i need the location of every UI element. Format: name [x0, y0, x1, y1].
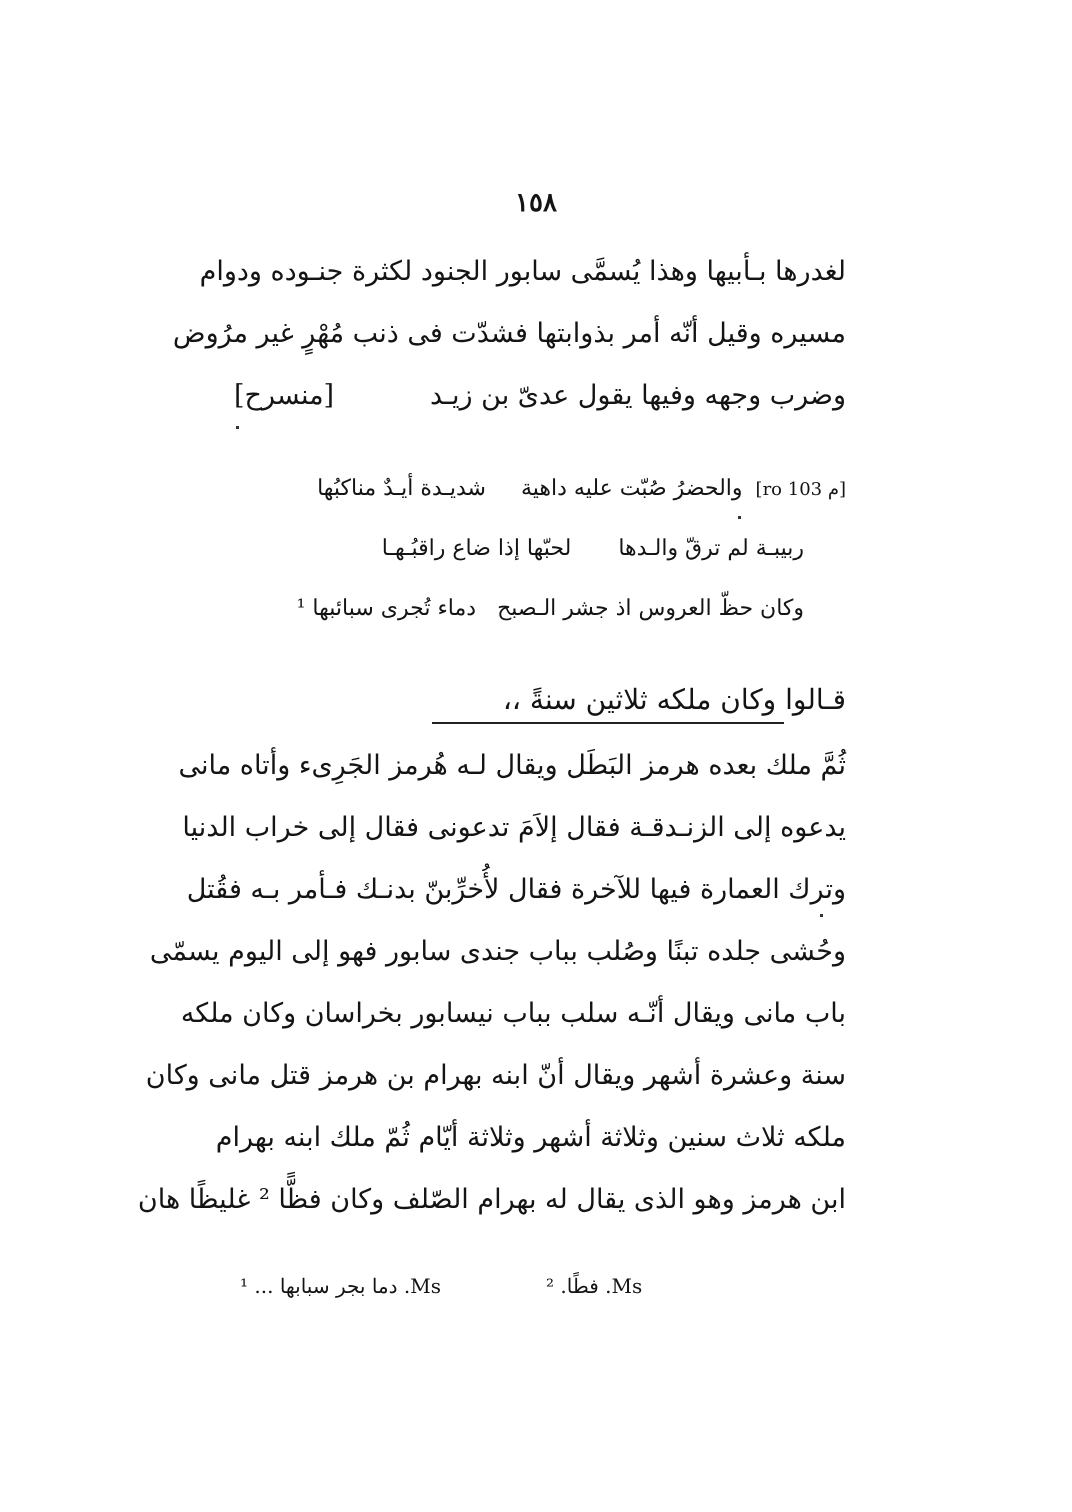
text-line: مسيره وقيل أنّه أمر بذوابتها فشدّت فى ذنب مُهْرٍ غير مرُوض	[172, 318, 846, 349]
text-line: ابن هرمز وهو الذى يقال له بهرام الصّلف وكان فظًّا ² غليظًا هان	[137, 1184, 846, 1215]
verse-line	[317, 472, 846, 507]
text-line: ثُمَّ ملك بعده هرمز البَطَل ويقال لـه هُرمز الجَرِىء وأتاه مانى	[178, 750, 846, 781]
footnote-number: ¹	[240, 1274, 249, 1298]
rule-line	[432, 722, 784, 724]
text-line: وحُشى جلده تبنًا وصُلب بباب جندى سابور فهو إلى اليوم يسمّى	[149, 936, 846, 967]
page-number: ١٥٨	[515, 188, 557, 218]
footnote-text: Ms. فطًا.	[560, 1274, 643, 1298]
folio-marker: [م 103 ro]	[755, 479, 846, 500]
verse-line	[297, 592, 804, 626]
text-line: يدعوه إلى الزنـدقـة فقال إلاَمَ تدعونى فقال إلى خراب الدنيا	[182, 812, 846, 843]
stray-mark	[738, 516, 741, 519]
stray-mark	[236, 426, 239, 429]
footnote-text: Ms. دما بجر سبابها ...	[254, 1274, 441, 1298]
verse-line	[382, 532, 804, 566]
text-line: ملكه ثلاث سنين وثلاثة أشهر وثلاثة أيّام ثُمّ ملك ابنه بهرام	[215, 1122, 846, 1153]
text-line: وضرب وجهه وفيها يقول عدىّ بن زيـد	[429, 380, 846, 411]
text-line: وترك العمارة فيها للآخرة فقال لأُخرِّبنّ بدنـك فـأمر بـه فقُتل	[186, 874, 846, 905]
verse-hemistich-first: والحضرُ صُبّت عليه داهية	[520, 476, 743, 501]
verse-hemistich-second: لحبّها إذا ضاع راقبُـهـا	[381, 536, 572, 561]
footnote-2	[546, 1272, 642, 1300]
footnote-number: ²	[546, 1274, 555, 1298]
stray-mark	[820, 914, 823, 917]
closing-line: قـالوا وكان ملكه ثلاثين سنةً ،،	[502, 683, 846, 716]
footnote-1	[240, 1272, 441, 1300]
verse-hemistich-first: وكان حظّ العروس اذ جشر الـصبح	[497, 596, 804, 621]
meter-label: [منسرح]	[234, 380, 335, 411]
text-line: باب مانى ويقال أنّـه سلب بباب نيسابور بخراسان وكان ملكه	[180, 998, 846, 1029]
verse-hemistich-second: شديـدة أيـدٌ مناكبُها	[317, 476, 486, 501]
verse-hemistich-second: دماء تُجرى سبائبها ¹	[296, 596, 477, 621]
text-line: سنة وعشرة أشهر ويقال أنّ ابنه بهرام بن هرمز قتل مانى وكان	[145, 1060, 846, 1091]
text-line: لغدرها بـأبيها وهذا يُسمَّى سابور الجنود لكثرة جنـوده ودوام	[199, 256, 846, 287]
verse-hemistich-first: ربيبـة لم ترقّ والـدها	[618, 536, 804, 561]
